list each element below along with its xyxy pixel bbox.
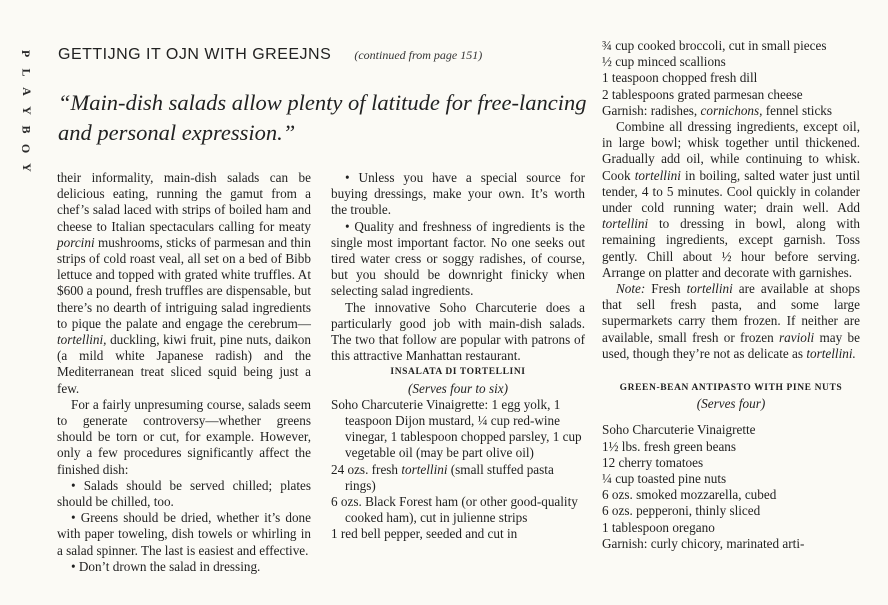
ingredient-line: 1 red bell pepper, seeded and cut in [331,526,518,542]
ingredient-line: ¾ cup cooked broccoli, cut in small pieces [602,38,827,53]
ingredient-line [331,462,585,494]
ingredient-line: 6 ozs. pepperoni, thinly sliced [602,503,761,519]
vertical-letter: P [19,49,34,58]
text-run: Garnish: radishes, [602,102,701,118]
italic-run: Note: [616,281,646,297]
paragraph [602,281,860,362]
recipe-serves: (Serves four to six) [408,380,508,396]
text-run: 24 ozs. fresh [331,461,402,477]
italic-run: tortellini [401,461,448,477]
paragraph: • Greens should be dried, whether it’s done with paper toweling, dish towels or whirling in a salad spinner. The last is easiest and effective. [57,510,311,558]
paragraph: • Salads should be served chilled; plates should be chilled, too. [57,477,311,510]
vertical-letter: Y [19,106,34,115]
paragraph: For a fairly unpresuming course, salads seem to generate controversy—whether greens should be torn or cut, for example. However, only a few procedures significantly affect the finished dish: [57,396,311,477]
vertical-letter: Y [19,163,34,172]
vertical-letter: O [19,143,34,154]
paragraph: • Quality and freshness of ingredients is the single most important factor. No one seeks out tired water cress or soggy radishes, of course, but you should be downright finicky when selecting salad ingredients. [331,218,585,299]
paragraph: The innovative Soho Charcuterie does a particularly good job with main-dish salads. The two that follow are popular with patrons of this attractive Manhattan restaurant. [331,299,585,364]
ingredient-line: 12 cherry tomatoes [602,454,704,470]
ingredient-line: 1½ lbs. fresh green beans [602,438,737,454]
continued-note: (continued from page 151) [354,48,483,62]
text-run: (small stuffed pasta rings) [345,461,554,493]
ingredient-line: Garnish: curly chicory, marinated arti- [602,535,805,551]
pull-quote: “Main-dish salads allow plenty of latitude for free-lancing and personal expression.” [58,90,587,145]
paragraph: • Unless you have a special source for buying dressings, make your own. It’s worth the trouble. [331,170,585,218]
article-header [58,44,482,64]
ingredient-line: 6 ozs. smoked mozzarella, cubed [602,487,777,503]
italic-run: tortellini [602,216,649,232]
recipe-title: INSALATA DI TORTELLINI [390,367,526,378]
text-run: fennel sticks [762,102,833,118]
text-run: Combine all dressing ingredients, except oil, in large bowl; whisk together until thickened. Gradually add oil, while continuing to whisk. Cook [602,119,860,183]
text-run: their informality, main-dish salads can be delicious eating, running the gamut from a chef’s salad laced with strips of boiled ham and cheese to Italian spectaculars calling for meaty [57,170,311,234]
italic-run: tortellini [686,281,733,297]
text-run: are available at shops that sell fresh pasta, and some large supermarkets carry them frozen. If neither are available, small fresh or frozen [602,281,860,345]
ingredient-line: Soho Charcuterie Vinaigrette [602,422,756,438]
vertical-letter: A [19,87,34,96]
magazine-vertical-label [17,44,35,177]
ingredient-line [602,103,860,119]
ingredient-line: ¼ cup toasted pine nuts [602,471,727,487]
ingredient-line: Soho Charcuterie Vinaigrette: 1 egg yolk, 1 teaspoon Dijon mustard, ¼ cup red-wine vinegar, 1 tablespoon chopped parsley, 1 cup vegetable oil (may be part olive oil) [331,396,582,461]
paragraph [57,170,311,397]
recipe-serves: (Serves four) [696,396,766,412]
italic-run: ravioli [779,329,815,345]
text-column-1 [57,170,311,575]
ingredient-line: 2 tablespoons grated parmesan cheese [602,86,803,102]
text-run: duckling, kiwi fruit, pine nuts, daikon (a mild white Japanese radish) and the Mediterranean treat sliced squid being just a few. [57,332,311,396]
text-run: mushrooms, sticks of parmesan and thin strips of cold roast veal, all set on a bed of Bibb lettuce and topped with grated white truffles. At $600 a pound, fresh truffles are dispensable, but there’s no dearth of intriguing salad ingredients to pique the palate and engage the cerebrum— [57,234,311,331]
italic-run: tortellini. [806,345,856,361]
text-run: to dressing in bowl, along with remaining ingredients, except garnish. Toss gently. Chill about ½ hour before serving. Arrange on platter and decorate with garnishes. [602,216,860,280]
recipe-title: GREEN-BEAN ANTIPASTO WITH PINE NUTS [619,383,843,394]
ingredient-line: ½ cup minced scallions [602,54,726,70]
paragraph: • Don’t drown the salad in dressing. [71,558,261,574]
ingredient-line: 6 ozs. Black Forest ham (or other good-quality cooked ham), cut in julienne strips [331,494,578,526]
paragraph [602,119,860,281]
text-column-2 [331,170,585,543]
vertical-letter: B [19,125,34,134]
text-column-3 [602,38,860,552]
italic-run: porcini [57,234,95,250]
ingredient-line: 1 teaspoon chopped fresh dill [602,70,758,86]
vertical-letter: L [19,68,34,77]
text-run: may be used, though they’re not as delicate as [602,329,860,361]
text-run: Fresh [645,281,687,297]
italic-run: tortellini [634,167,681,183]
ingredient-line: 1 tablespoon oregano [602,519,715,535]
italic-run: tortellini, [57,332,107,348]
text-run: in boiling, salted water just until tender, 4 to 5 minutes. Cool quickly in colander under cold running water; drain well. Add [602,167,861,216]
article-title: GETTIJNG IT OJN WITH GREEJNS [58,46,332,63]
italic-run: cornichons, [700,102,763,118]
